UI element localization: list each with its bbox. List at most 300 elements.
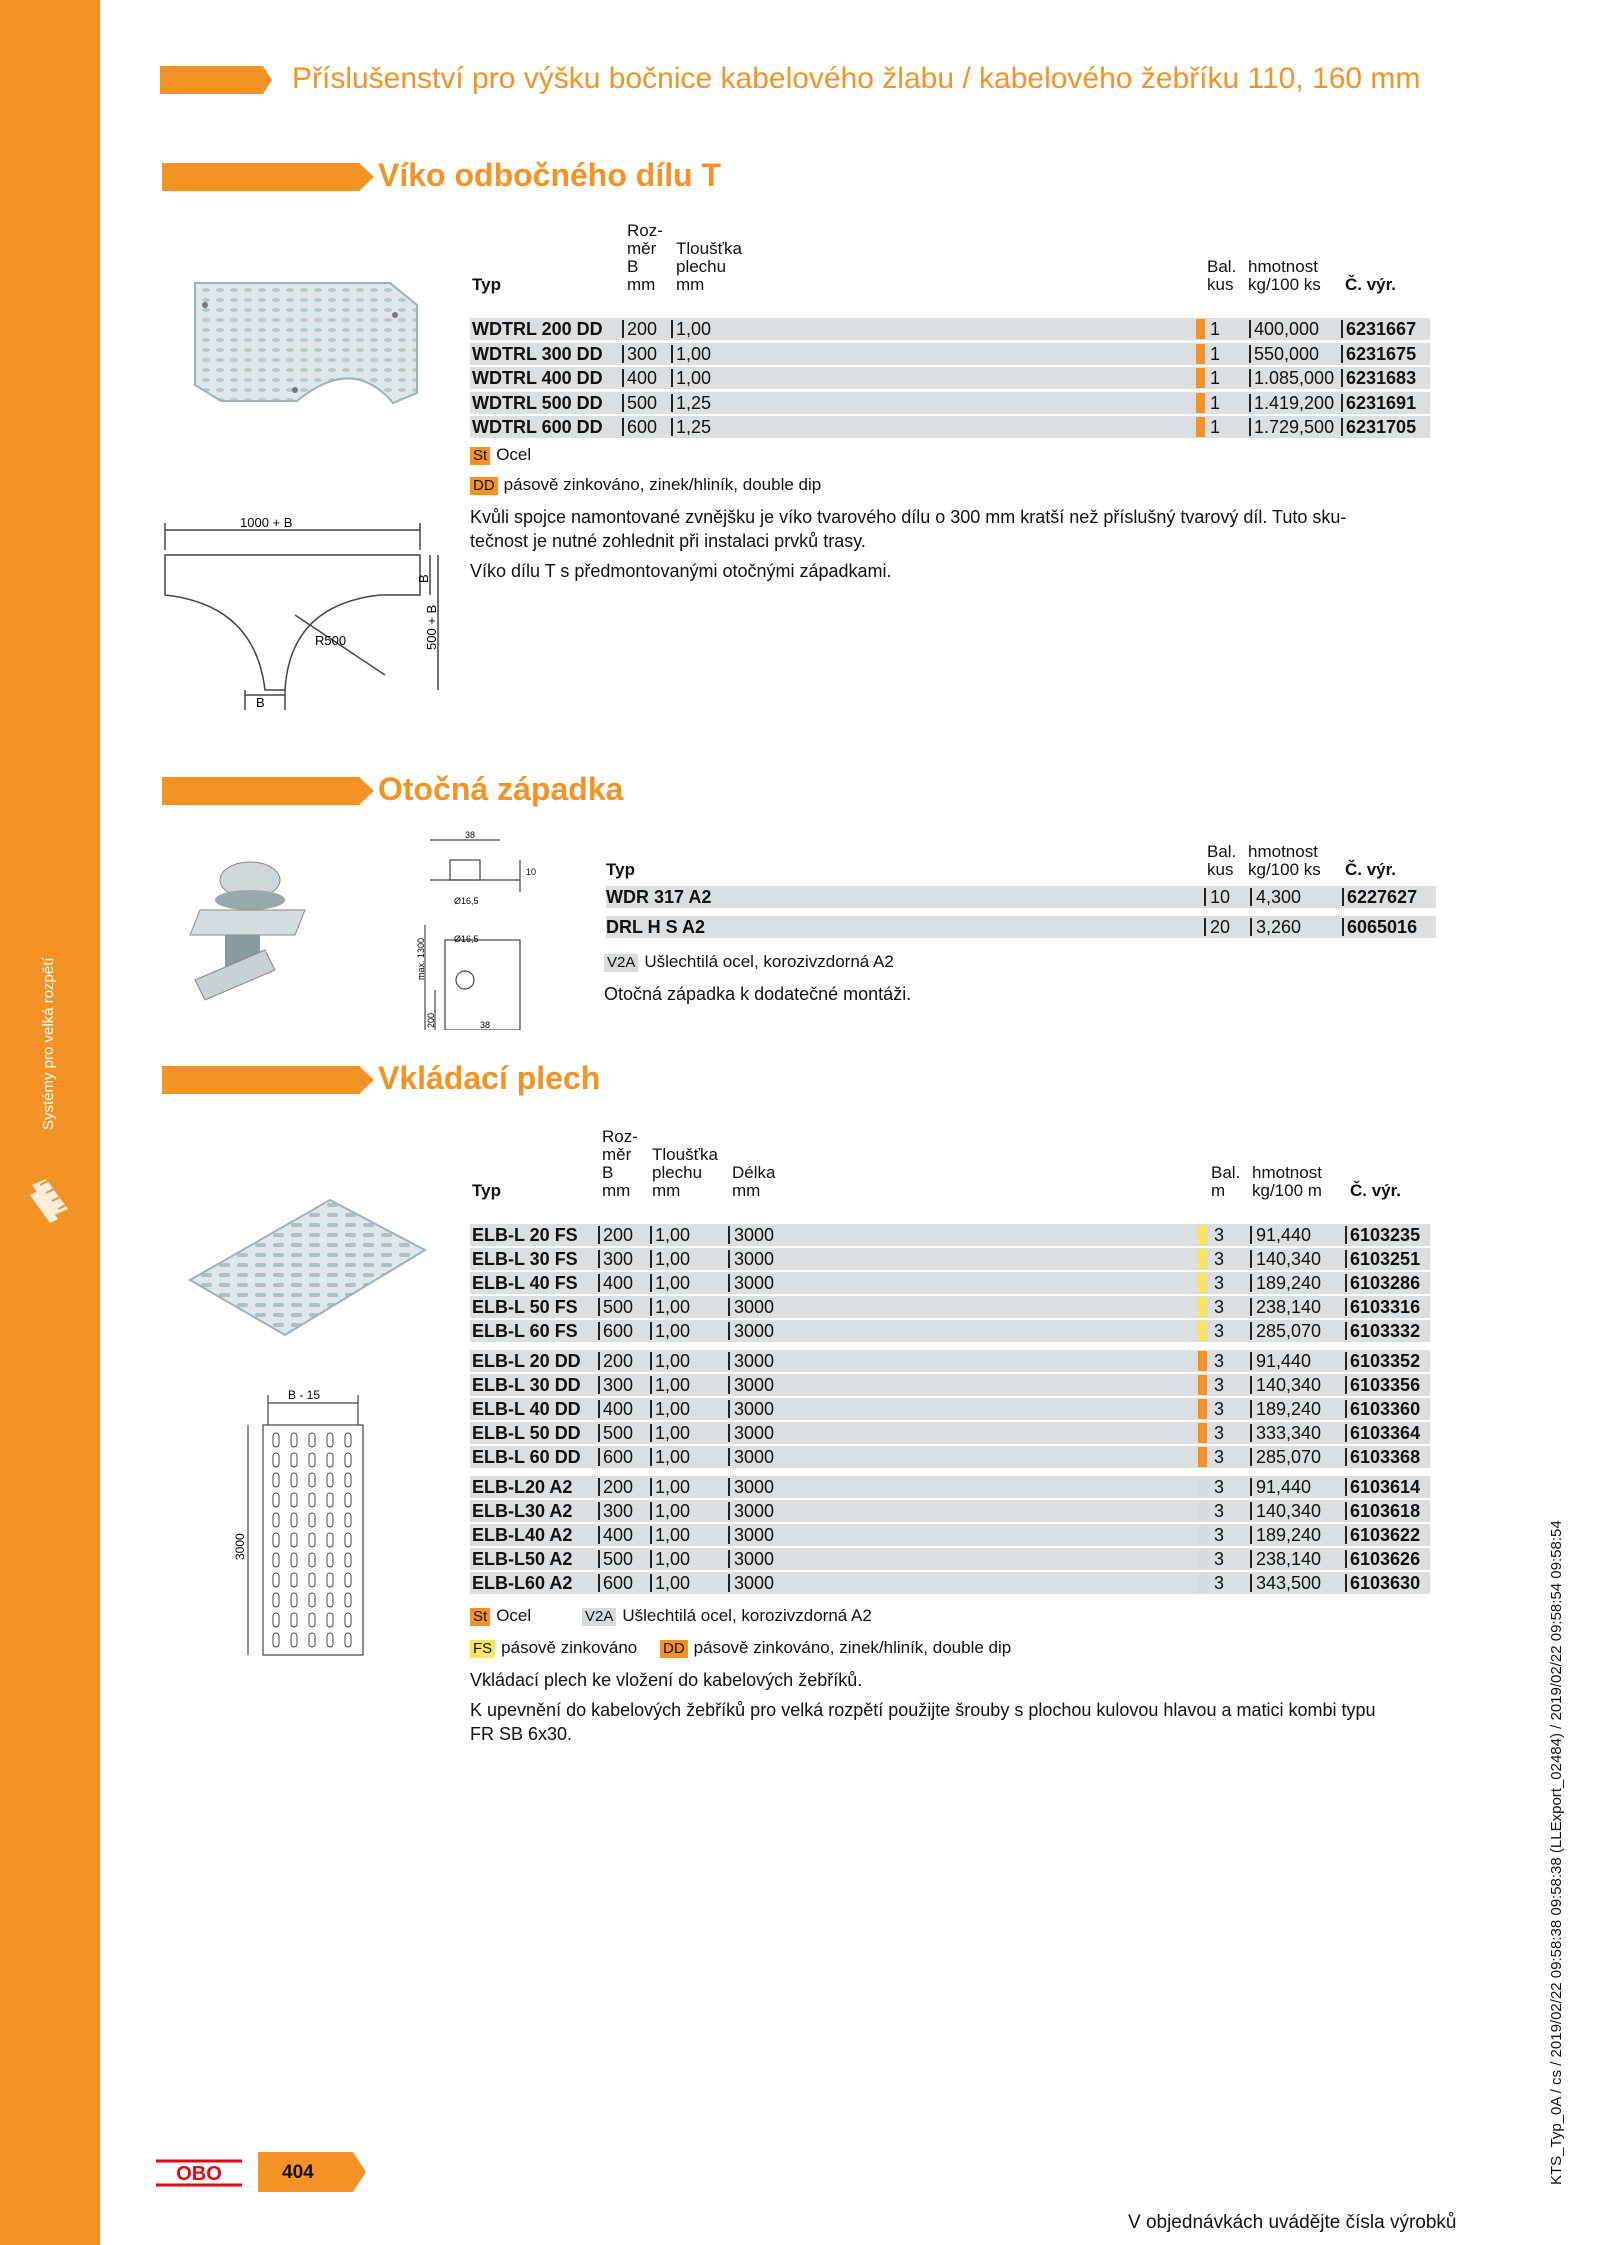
cell-divider	[1345, 1478, 1347, 1496]
cell-cv: 6103618	[1350, 1501, 1421, 1521]
table-s2	[606, 840, 1436, 940]
cell-typ: WDTRL 200 DD	[472, 319, 603, 339]
cell-b: 200	[603, 1351, 634, 1371]
cell-t: 1,00	[655, 1399, 691, 1419]
cell-d: 3000	[734, 1351, 775, 1371]
slot-hole	[291, 1473, 297, 1487]
cell-divider	[1345, 1352, 1347, 1370]
cell-d: 3000	[734, 1297, 775, 1317]
cell-b: 200	[603, 1225, 634, 1245]
cell-divider	[1250, 1550, 1252, 1568]
material-code: FS	[470, 1640, 495, 1658]
col-header: kg/100 ks	[1248, 275, 1321, 294]
cell-bal: 3	[1214, 1375, 1225, 1395]
col-header: měr	[602, 1145, 632, 1164]
cell-typ: ELB-L 20 DD	[472, 1351, 581, 1371]
obo-logo	[156, 2158, 242, 2188]
material-marker	[1196, 319, 1205, 339]
cell-hm: 1.729,500	[1254, 417, 1335, 437]
cell-b: 600	[603, 1321, 634, 1341]
row-shade	[606, 886, 1436, 908]
cell-divider	[650, 1424, 652, 1442]
col-header: Bal.	[1207, 257, 1237, 276]
dim-label: 1000 + B	[240, 515, 293, 530]
slot-hole	[273, 1573, 279, 1587]
cell-typ: ELB-L 50 FS	[472, 1297, 578, 1317]
cell-t: 1,00	[655, 1477, 691, 1497]
table-s3	[470, 1128, 1430, 1598]
cell-bal: 20	[1210, 917, 1231, 937]
cell-divider	[1250, 1298, 1252, 1316]
dim-label: 500 + B	[424, 604, 439, 650]
cell-divider	[728, 1424, 730, 1442]
cell-bal: 1	[1210, 392, 1221, 413]
cell-cv: 6103626	[1350, 1549, 1421, 1569]
cell-hm: 333,340	[1256, 1423, 1322, 1443]
cell-t: 1,00	[655, 1375, 691, 1395]
cell-divider	[1345, 1298, 1347, 1316]
material-marker	[1198, 1297, 1207, 1317]
slot-hole	[345, 1433, 351, 1447]
legend-text: pásově zinkováno, zinek/hliník, double dip	[693, 1638, 1012, 1657]
cell-divider	[650, 1250, 652, 1268]
legend-item	[660, 1638, 1011, 1658]
cell-hm: 91,440	[1256, 1477, 1312, 1497]
cell-typ: WDTRL 500 DD	[472, 392, 603, 413]
slot-hole	[327, 1513, 333, 1527]
cell-cv: 6231705	[1346, 417, 1417, 437]
cell-t: 1,00	[655, 1297, 691, 1317]
cell-bal: 3	[1214, 1549, 1225, 1569]
cell-d: 3000	[734, 1501, 775, 1521]
logo-text: OBO	[176, 2163, 222, 2185]
cell-divider	[1250, 1322, 1252, 1340]
col-header: Typ	[472, 275, 501, 294]
note-text: FR SB 6x30.	[470, 1724, 573, 1744]
cell-hm: 285,070	[1256, 1447, 1322, 1467]
slot-hole	[273, 1633, 279, 1647]
material-marker	[1196, 393, 1205, 413]
cell-b: 400	[603, 1525, 634, 1545]
cell-t: 1,00	[655, 1573, 691, 1593]
cell-divider	[598, 1526, 600, 1544]
cell-bal: 3	[1214, 1321, 1225, 1341]
cell-cv: 6065016	[1347, 917, 1418, 937]
cell-bal: 10	[1210, 887, 1231, 907]
cell-divider	[728, 1526, 730, 1544]
table-row	[470, 1398, 1430, 1420]
slot-hole	[291, 1513, 297, 1527]
cell-divider	[671, 369, 673, 387]
col-header: plechu	[652, 1163, 703, 1182]
note-text: Otočná západka k dodatečné montáži.	[604, 984, 912, 1004]
cell-divider	[671, 320, 673, 338]
cell-divider	[728, 1574, 730, 1592]
footer-note: V objednávkách uvádějte čísla výrobků	[1128, 2212, 1457, 2233]
dim-label: 3000	[233, 1533, 247, 1560]
cell-divider	[598, 1274, 600, 1292]
material-marker	[1198, 1273, 1207, 1293]
cell-d: 3000	[734, 1549, 775, 1569]
cell-divider	[1250, 1526, 1252, 1544]
col-header: kus	[1207, 275, 1234, 294]
table-row	[470, 343, 1430, 365]
cell-divider	[1341, 369, 1343, 387]
section-arrow	[162, 163, 374, 191]
cell-divider	[1249, 394, 1251, 412]
col-header: mm	[602, 1181, 631, 1200]
cell-divider	[1249, 418, 1251, 436]
slot-hole	[345, 1453, 351, 1467]
cell-b: 400	[603, 1273, 634, 1293]
slot-hole	[291, 1533, 297, 1547]
cell-typ: ELB-L 20 FS	[472, 1225, 578, 1245]
material-code: V2A	[582, 1608, 616, 1626]
table-row	[470, 1422, 1430, 1444]
cell-divider	[1345, 1400, 1347, 1418]
cell-cv: 6103622	[1350, 1525, 1421, 1545]
slot-hole	[309, 1533, 315, 1547]
cell-typ: ELB-L 50 DD	[472, 1423, 581, 1443]
cell-divider	[650, 1478, 652, 1496]
cell-divider	[1250, 1376, 1252, 1394]
col-header: mm	[627, 275, 656, 294]
cell-divider	[1345, 1526, 1347, 1544]
cell-divider	[1249, 345, 1251, 363]
material-marker	[1198, 1351, 1207, 1371]
col-header: hmotnost	[1248, 257, 1318, 276]
table-row	[470, 1296, 1430, 1318]
cell-d: 3000	[734, 1225, 775, 1245]
cell-hm: 91,440	[1256, 1351, 1312, 1371]
cell-divider	[650, 1448, 652, 1466]
slot-hole	[309, 1593, 315, 1607]
col-header: kg/100 m	[1252, 1181, 1322, 1200]
cell-d: 3000	[734, 1399, 775, 1419]
slot-hole	[327, 1493, 333, 1507]
cell-divider	[598, 1400, 600, 1418]
slot-hole	[327, 1593, 333, 1607]
page-title: Příslušenství pro výšku bočnice kabelového žlabu / kabelového žebříku 110, 160 mm	[292, 62, 1421, 95]
col-header: m	[1211, 1181, 1226, 1200]
cell-typ: ELB-L 60 FS	[472, 1321, 578, 1341]
col-header: kg/100 ks	[1248, 860, 1321, 879]
cell-divider	[650, 1352, 652, 1370]
cell-hm: 3,260	[1256, 917, 1302, 937]
dim-label: B	[416, 574, 431, 583]
material-marker	[1198, 1549, 1207, 1569]
col-header: měr	[627, 239, 657, 258]
cell-divider	[1342, 888, 1344, 906]
dim-label: max. 1300	[416, 937, 426, 980]
material-code: DD	[470, 477, 498, 495]
material-marker	[1198, 1477, 1207, 1497]
section-title: Víko odbočného dílu T	[378, 157, 722, 193]
cell-typ: WDTRL 400 DD	[472, 368, 603, 388]
col-header: mm	[652, 1181, 681, 1200]
slot-hole	[291, 1593, 297, 1607]
cell-divider	[598, 1376, 600, 1394]
cell-divider	[1345, 1376, 1347, 1394]
cell-b: 600	[603, 1573, 634, 1593]
cell-typ: ELB-L 40 DD	[472, 1399, 581, 1419]
cell-d: 3000	[734, 1375, 775, 1395]
col-header: kus	[1207, 860, 1234, 879]
slot-hole	[309, 1633, 315, 1647]
material-marker	[1198, 1423, 1207, 1443]
cell-divider	[728, 1448, 730, 1466]
dim-label: Ø16,5	[454, 896, 479, 906]
cell-t: 1,00	[655, 1321, 691, 1341]
table-row	[606, 916, 1566, 938]
cell-divider	[1341, 320, 1343, 338]
cell-cv: 6227627	[1347, 887, 1418, 907]
row-shade	[606, 916, 1436, 938]
cell-b: 600	[627, 417, 658, 437]
cell-bal: 3	[1214, 1525, 1225, 1545]
cell-divider	[1345, 1502, 1347, 1520]
slot-hole	[273, 1593, 279, 1607]
cell-divider	[1250, 1478, 1252, 1496]
cell-divider	[650, 1322, 652, 1340]
cell-d: 3000	[734, 1273, 775, 1293]
col-header: mm	[732, 1181, 761, 1200]
note-text: Kvůli spojce namontované zvnějšku je víko tvarového dílu o 300 mm kratší než příslušný tvarový díl. Tuto sku-	[470, 507, 1347, 527]
cell-divider	[650, 1298, 652, 1316]
cell-cv: 6103360	[1350, 1399, 1421, 1419]
cell-bal: 3	[1214, 1447, 1225, 1467]
cell-divider	[728, 1322, 730, 1340]
section-arrow	[162, 777, 374, 805]
dim-label: B - 15	[288, 1388, 321, 1402]
cell-typ: ELB-L 30 DD	[472, 1375, 581, 1395]
cell-divider	[1249, 369, 1251, 387]
table-row	[470, 367, 1430, 389]
cell-divider	[728, 1274, 730, 1292]
cell-typ: WDTRL 300 DD	[472, 343, 603, 364]
slot-hole	[309, 1433, 315, 1447]
table-row	[470, 1350, 1430, 1372]
cell-cv: 6103316	[1350, 1297, 1421, 1317]
col-header: plechu	[676, 257, 727, 276]
cell-bal: 3	[1214, 1351, 1225, 1371]
slot-hole	[291, 1573, 297, 1587]
t-cover-image	[185, 275, 425, 415]
cell-t: 1,00	[655, 1549, 691, 1569]
slot-hole	[345, 1533, 351, 1547]
slot-hole	[345, 1633, 351, 1647]
cell-cv: 6231675	[1346, 343, 1417, 364]
cell-cv: 6103235	[1350, 1225, 1421, 1245]
export-info: KTS_Typ_0A / cs / 2019/02/22 09:58:38 09:58:38 (LLExport_02484) / 2019/02/22 09:58:54 09:58:54	[1548, 1520, 1565, 2185]
latch-drawing	[410, 830, 540, 1030]
cell-bal: 1	[1210, 319, 1221, 339]
material-code: St	[470, 1608, 490, 1626]
material-marker	[1198, 1249, 1207, 1269]
slot-hole	[309, 1573, 315, 1587]
cell-typ: ELB-L60 A2	[472, 1573, 573, 1593]
slot-hole	[327, 1613, 333, 1627]
cell-b: 300	[627, 343, 658, 364]
slot-hole	[327, 1453, 333, 1467]
cell-divider	[671, 394, 673, 412]
material-marker	[1198, 1573, 1207, 1593]
dim-label: 38	[465, 830, 476, 840]
cell-typ: ELB-L50 A2	[472, 1549, 573, 1569]
cell-b: 300	[603, 1375, 634, 1395]
cell-cv: 6103614	[1350, 1477, 1421, 1497]
material-marker	[1198, 1447, 1207, 1467]
col-header: Délka	[732, 1163, 776, 1182]
cell-t: 1,25	[676, 392, 712, 413]
cell-t: 1,00	[655, 1447, 691, 1467]
slot-hole	[327, 1633, 333, 1647]
cell-t: 1,00	[676, 319, 712, 339]
dim-label: 10	[526, 867, 537, 877]
table-row	[470, 318, 1430, 340]
cell-hm: 285,070	[1256, 1321, 1322, 1341]
slot-hole	[345, 1613, 351, 1627]
cell-divider	[728, 1478, 730, 1496]
cell-t: 1,00	[655, 1423, 691, 1443]
cell-divider	[1250, 1274, 1252, 1292]
cell-cv: 6103352	[1350, 1351, 1421, 1371]
col-header: hmotnost	[1248, 842, 1318, 861]
slot-hole	[273, 1453, 279, 1467]
cell-divider	[1341, 394, 1343, 412]
cell-typ: ELB-L 60 DD	[472, 1447, 581, 1467]
cell-hm: 1.419,200	[1254, 392, 1335, 413]
cell-bal: 1	[1210, 368, 1221, 388]
cell-cv: 6103368	[1350, 1447, 1421, 1467]
cell-hm: 343,500	[1256, 1573, 1322, 1593]
cell-divider	[728, 1298, 730, 1316]
insert-plate-drawing	[228, 1385, 398, 1665]
material-marker	[1196, 417, 1205, 437]
material-code: V2A	[604, 954, 638, 972]
cell-t: 1,00	[676, 343, 712, 364]
cell-cv: 6231691	[1346, 392, 1417, 413]
dim-label: 200	[426, 1012, 436, 1028]
col-header: mm	[676, 275, 705, 294]
dim-label: 38	[480, 1020, 491, 1030]
cell-divider	[1341, 418, 1343, 436]
cell-cv: 6103630	[1350, 1573, 1421, 1593]
cell-hm: 238,140	[1256, 1549, 1322, 1569]
cell-divider	[650, 1550, 652, 1568]
slot-hole	[345, 1553, 351, 1567]
cell-divider	[1250, 918, 1252, 936]
cell-divider	[1345, 1322, 1347, 1340]
cell-d: 3000	[734, 1447, 775, 1467]
cell-hm: 1.085,000	[1254, 368, 1335, 388]
slot-hole	[291, 1553, 297, 1567]
cell-typ: DRL H S A2	[606, 917, 706, 937]
slot-hole	[291, 1433, 297, 1447]
cell-t: 1,00	[655, 1351, 691, 1371]
legend-item	[470, 1606, 531, 1626]
table-row	[470, 1476, 1430, 1498]
table-row	[470, 1500, 1430, 1522]
legend-item	[470, 445, 531, 465]
cell-b: 600	[603, 1447, 634, 1467]
cell-typ: WDTRL 600 DD	[472, 417, 603, 437]
cell-divider	[598, 1322, 600, 1340]
cell-divider	[650, 1526, 652, 1544]
cell-divider	[1250, 1352, 1252, 1370]
slot-hole	[291, 1493, 297, 1507]
slot-hole	[291, 1453, 297, 1467]
col-header: Tloušťka	[652, 1145, 718, 1164]
table-row	[470, 416, 1430, 438]
col-header: Roz-	[627, 221, 663, 240]
material-code: DD	[660, 1640, 688, 1658]
cell-divider	[728, 1226, 730, 1244]
slot-hole	[273, 1433, 279, 1447]
cell-divider	[1342, 918, 1344, 936]
cell-b: 500	[603, 1297, 634, 1317]
col-header: Č. výr.	[1350, 1181, 1402, 1200]
dim-label: R500	[315, 633, 347, 648]
material-marker	[1198, 1321, 1207, 1341]
slot-hole	[309, 1613, 315, 1627]
slot-hole	[273, 1533, 279, 1547]
cell-bal: 3	[1214, 1501, 1225, 1521]
slot-hole	[327, 1433, 333, 1447]
cell-divider	[650, 1574, 652, 1592]
cell-b: 400	[627, 368, 658, 388]
table-row	[470, 1548, 1430, 1570]
cell-divider	[598, 1352, 600, 1370]
cell-b: 300	[603, 1249, 634, 1269]
cell-divider	[622, 418, 624, 436]
cell-hm: 91,440	[1256, 1225, 1312, 1245]
cell-divider	[598, 1424, 600, 1442]
cell-hm: 140,340	[1256, 1375, 1322, 1395]
cell-divider	[650, 1226, 652, 1244]
cell-t: 1,00	[676, 368, 712, 388]
t-cover-drawing	[150, 505, 450, 720]
cell-divider	[1341, 345, 1343, 363]
slot-hole	[345, 1593, 351, 1607]
cell-divider	[622, 345, 624, 363]
cell-bal: 3	[1214, 1273, 1225, 1293]
cell-divider	[650, 1274, 652, 1292]
cell-divider	[728, 1550, 730, 1568]
cell-divider	[1250, 1448, 1252, 1466]
cell-divider	[1250, 1400, 1252, 1418]
slot-hole	[345, 1573, 351, 1587]
cell-divider	[622, 320, 624, 338]
slot-hole	[327, 1533, 333, 1547]
cell-divider	[728, 1502, 730, 1520]
table-row	[470, 1374, 1430, 1396]
note-text: Vkládací plech ke vložení do kabelových žebříků.	[470, 1670, 863, 1690]
ladder-icon	[28, 1175, 72, 1225]
cell-b: 200	[627, 319, 658, 339]
table-row	[470, 1224, 1430, 1246]
table-s1	[470, 222, 1430, 437]
col-header: Roz-	[602, 1127, 638, 1146]
cell-bal: 1	[1210, 417, 1221, 437]
section-title: Vkládací plech	[378, 1060, 601, 1096]
cell-divider	[728, 1400, 730, 1418]
cell-bal: 3	[1214, 1399, 1225, 1419]
dim-label: Ø16,5	[454, 934, 479, 944]
table-row	[470, 1572, 1430, 1594]
material-code: St	[470, 447, 490, 465]
cell-typ: ELB-L40 A2	[472, 1525, 573, 1545]
